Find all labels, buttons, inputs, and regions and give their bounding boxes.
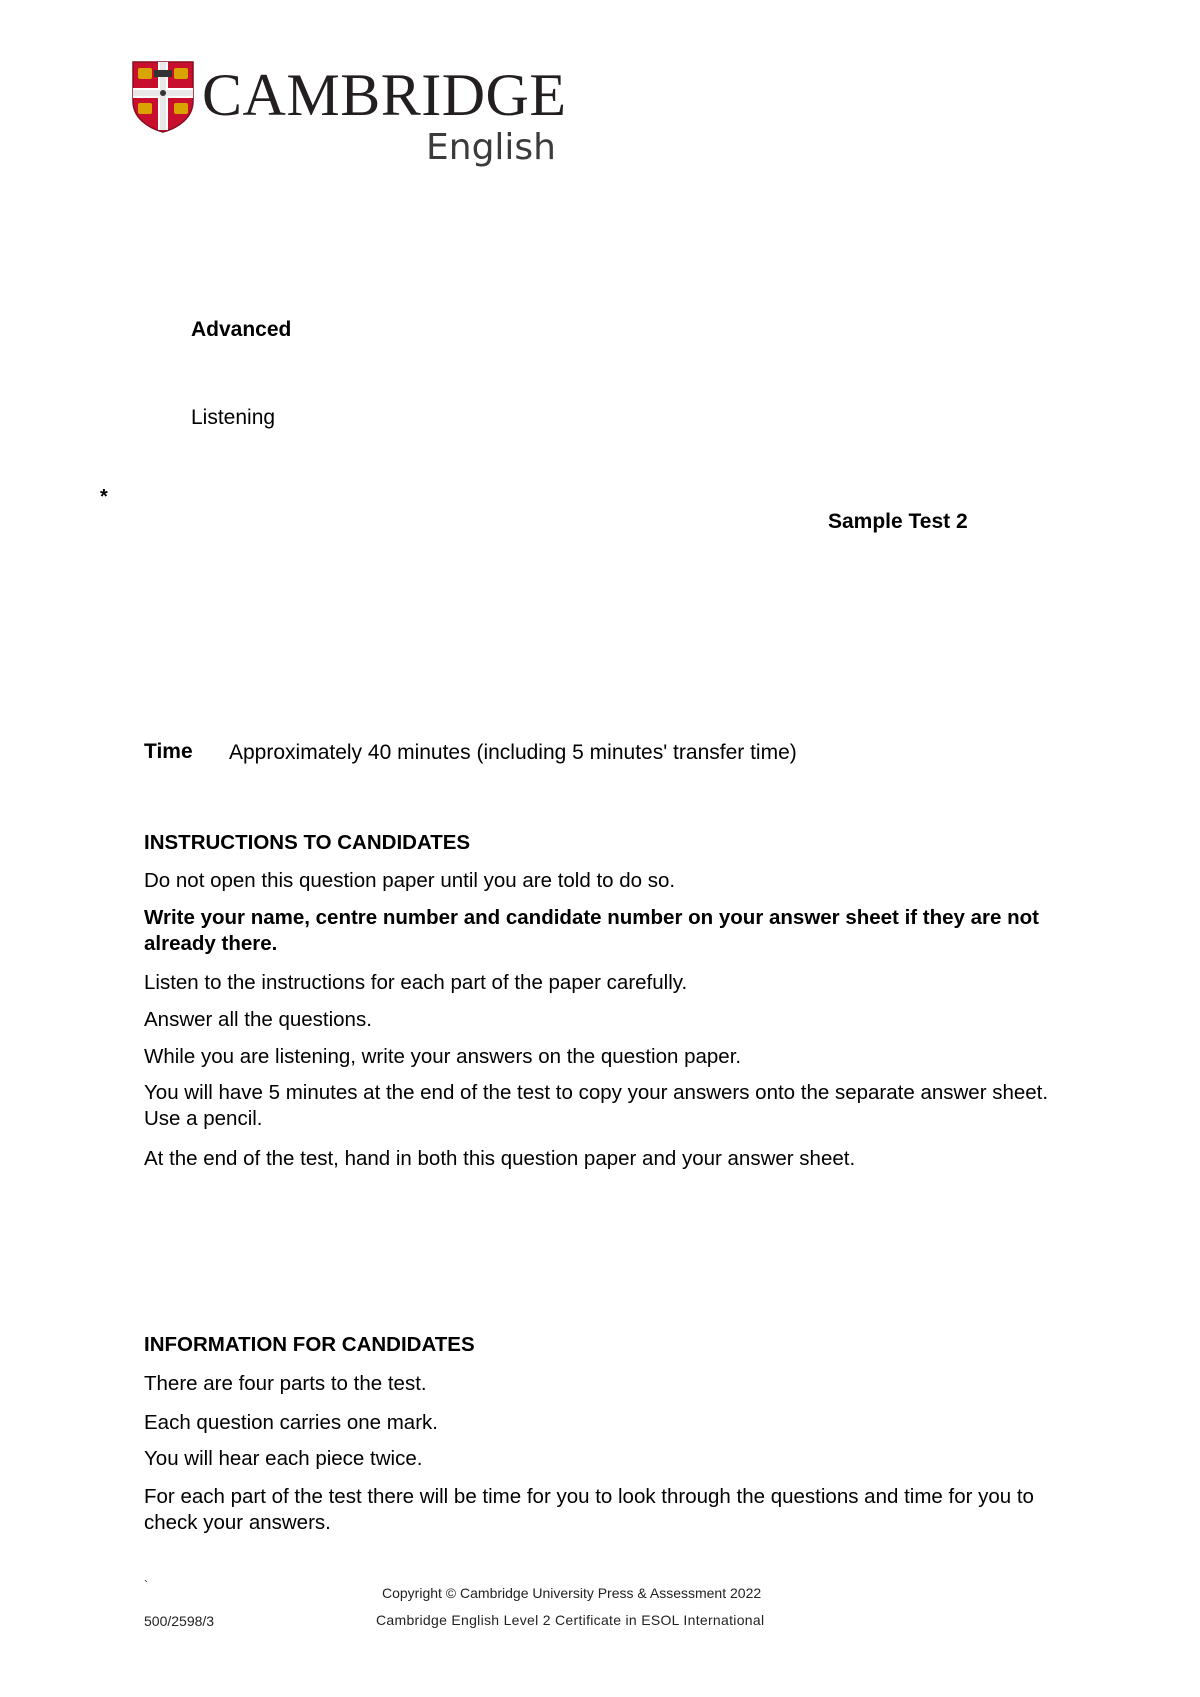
instruction-line: At the end of the test, hand in both this question paper and your answer sheet. (144, 1147, 856, 1170)
information-heading: INFORMATION FOR CANDIDATES (144, 1333, 475, 1356)
copyright-notice: Copyright © Cambridge University Press & Assessment 2022 (382, 1585, 762, 1601)
information-line: You will hear each piece twice. (144, 1447, 423, 1470)
logo-wordmark: CAMBRIDGE (202, 62, 567, 128)
instruction-line: While you are listening, write your answers on the question paper. (144, 1045, 742, 1068)
instruction-line: You will have 5 minutes at the end of the test to copy your answers onto the separate answer sheet. Use a pencil. (144, 1081, 1049, 1130)
exam-level: Advanced (191, 318, 292, 341)
cambridge-english-logo (132, 58, 567, 178)
syllabus-code: 500/2598/3 (144, 1613, 215, 1629)
cambridge-shield-icon (132, 61, 194, 133)
footer-mark: ` (144, 1578, 148, 1592)
logo-subtitle: English (426, 127, 556, 168)
information-line: There are four parts to the test. (144, 1372, 427, 1395)
time-label: Time (144, 740, 193, 763)
information-line: Each question carries one mark. (144, 1411, 438, 1434)
asterisk-mark: * (100, 486, 108, 508)
paper-name: Listening (191, 406, 276, 429)
instruction-line: Listen to the instructions for each part of the paper carefully. (144, 971, 688, 994)
time-value: Approximately 40 minutes (including 5 minutes' transfer time) (229, 741, 797, 764)
information-line: For each part of the test there will be time for you to look through the questions and time for you to check your answers. (144, 1485, 1034, 1534)
instruction-line: Answer all the questions. (144, 1008, 372, 1031)
instruction-line: Write your name, centre number and candidate number on your answer sheet if they are not already there. (144, 906, 1039, 955)
instructions-heading: INSTRUCTIONS TO CANDIDATES (144, 831, 471, 854)
instruction-line: Do not open this question paper until you are told to do so. (144, 869, 676, 892)
certificate-title: Cambridge English Level 2 Certificate in ESOL International (376, 1612, 765, 1628)
sample-test-label: Sample Test 2 (828, 510, 968, 533)
